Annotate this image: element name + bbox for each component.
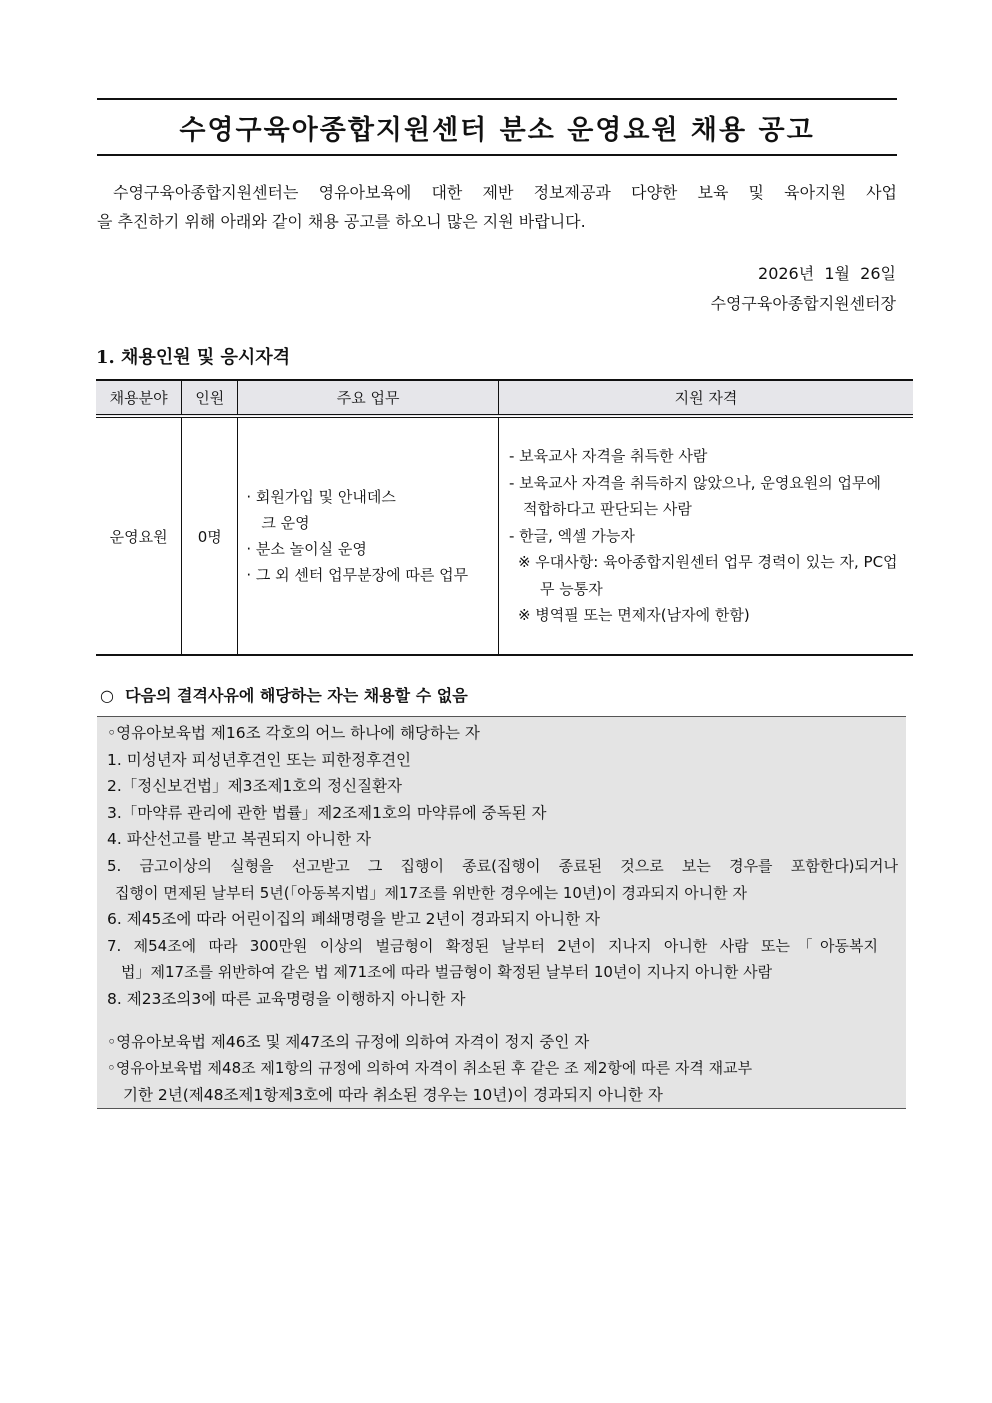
intro-line-2: 을 추진하기 위해 아래와 같이 채용 공고를 하오니 많은 지원 바랍니다. <box>97 212 586 231</box>
list-item: 집행이 면제된 날부터 5년(「아동복지법」제17조를 위반한 경우에는 10년)이 경과되지 아니한 자 <box>115 883 747 902</box>
list-item: 7. 제54조에 따라 300만원 이상의 벌금형이 확정된 날부터 2년이 지나지 아니한 사람 또는「아동복지 <box>107 936 878 955</box>
header-duties: 주요 업무 <box>238 380 499 416</box>
duty-item: · 회원가입 및 안내데스크 운영 <box>246 488 396 532</box>
disqualification-extra-2-cont: 기한 2년(제48조제1항제3호에 따라 취소된 경우는 10년)이 경과되지 아니한 자 <box>123 1085 663 1104</box>
list-item: 1. 미성년자 피성년후견인 또는 피한정후견인 <box>107 750 412 769</box>
recruitment-table <box>96 379 913 656</box>
header-field: 채용분야 <box>96 380 182 416</box>
cell-count: 0명 <box>182 416 238 655</box>
disqualification-extra-1: ◦영유아보육법 제46조 및 제47조의 규정에 의하여 자격이 정지 중인 자 <box>107 1032 590 1051</box>
duty-item: · 분소 놀이실 운영 <box>246 540 367 558</box>
section-1-title: 1. 채용인원 및 응시자격 <box>96 347 291 368</box>
list-item: 법」제17조를 위반하여 같은 법 제71조에 따라 벌금형이 확정된 날부터 10년이 지나지 아니한 사람 <box>121 963 773 982</box>
page-title: 수영구육아종합지원센터 분소 운영요원 채용 공고 <box>97 98 897 156</box>
disqualification-title: ○ 다음의 결격사유에 해당하는 자는 채용할 수 없음 <box>100 686 468 705</box>
list-item: 3.「마약류 관리에 관한 법률」제2조제1호의 마약류에 중독된 자 <box>107 803 547 822</box>
duty-item: · 그 외 센터 업무분장에 따른 업무 <box>246 566 469 584</box>
table-header-row <box>96 380 913 416</box>
disqualification-box <box>97 716 906 1109</box>
intro-line-1: 수영구육아종합지원센터는 영유아보육에 대한 제반 정보제공과 다양한 보육 및 육아지원 사업 <box>113 183 897 202</box>
qualification-item: ※ 병역필 또는 면제자(남자에 한함) <box>517 606 750 625</box>
cell-qualifications <box>498 416 913 655</box>
list-item: 2.「정신보건법」제3조제1호의 정신질환자 <box>107 777 403 796</box>
issuer: 수영구육아종합지원센터장 <box>710 294 896 313</box>
announcement-date: 2026년 1월 26일 <box>758 264 896 283</box>
intro-paragraph <box>97 178 897 236</box>
qualification-item: - 한글, 엑셀 가능자 <box>508 526 635 545</box>
disqualification-extra-2: ◦영유아보육법 제48조 제1항의 규정에 의하여 자격이 취소된 후 같은 조 제2항에 따른 자격 재교부 <box>107 1059 753 1078</box>
qualification-item: - 보육교사 자격을 취득한 사람 <box>508 447 708 466</box>
qualification-item: ※ 우대사항: 육아종합지원센터 업무 경력이 있는 자, PC업무 능통자 <box>517 553 898 598</box>
disqualification-intro: ◦영유아보육법 제16조 각호의 어느 하나에 해당하는 자 <box>107 724 480 742</box>
header-qualifications: 지원 자격 <box>498 380 913 416</box>
cell-field: 운영요원 <box>96 416 182 655</box>
date-block <box>711 259 896 319</box>
qualification-item: - 보육교사 자격을 취득하지 않았으나, 운영요원의 업무에 적합하다고 판단되는 사람 <box>508 473 882 519</box>
table-row <box>96 416 913 655</box>
cell-duties <box>238 416 499 655</box>
list-item: 5. 금고이상의 실형을 선고받고 그 집행이 종료(집행이 종료된 것으로 보는 경우를 포함한다)되거나 <box>107 856 898 875</box>
list-item: 4. 파산선고를 받고 복권되지 아니한 자 <box>107 830 372 849</box>
header-count: 인원 <box>182 380 238 416</box>
list-item: 8. 제23조의3에 따른 교육명령을 이행하지 아니한 자 <box>107 989 466 1008</box>
list-item: 6. 제45조에 따라 어린이집의 폐쇄명령을 받고 2년이 경과되지 아니한 자 <box>107 910 600 929</box>
